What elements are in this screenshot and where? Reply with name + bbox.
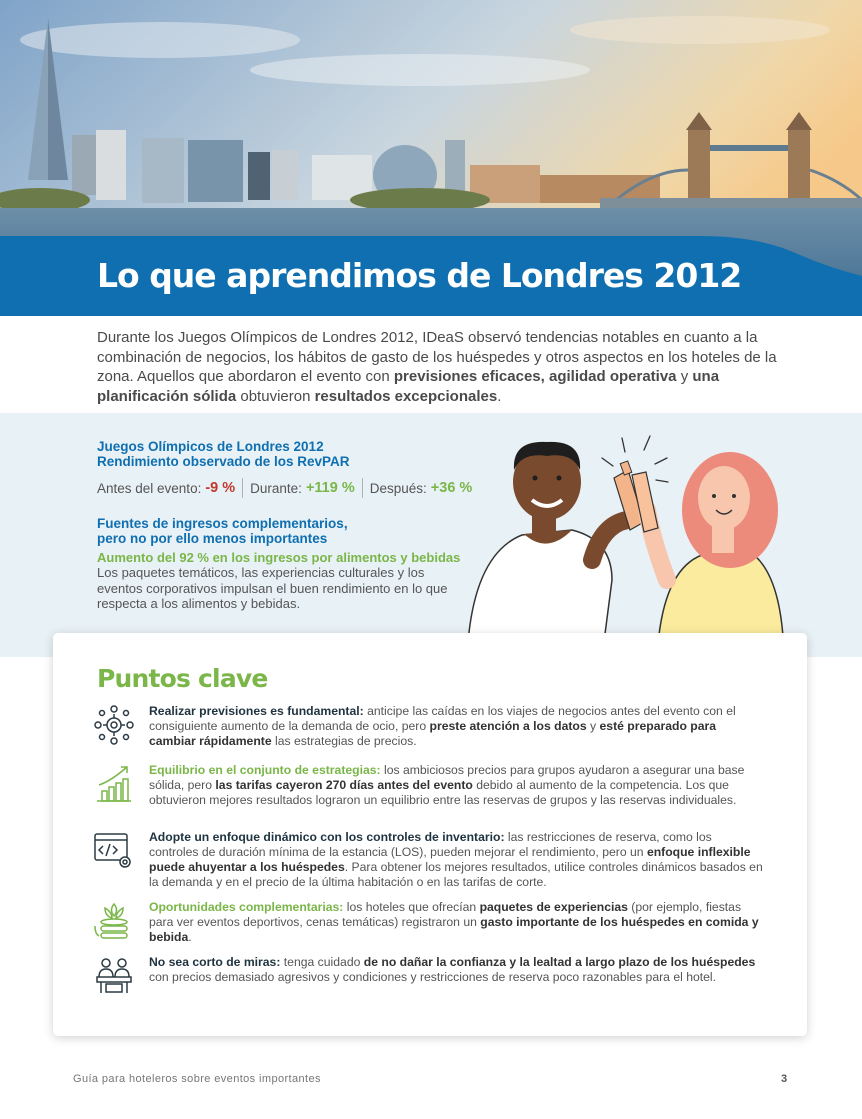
reception-desk-icon bbox=[93, 955, 135, 997]
intro-paragraph: Durante los Juegos Olímpicos de Londres 2012, IDeaS observó tendencias notables en cuanto a la combinación de negocios, los hábitos de gasto de los huéspedes y otros aspectos en los hoteles de la zona. Aquellos que abordaron el evento con previsiones eficaces, agilidad operativa y una planificación sólida obtuvieron resultados excepcionales. bbox=[97, 329, 777, 405]
key-points-title: Puntos clave bbox=[97, 664, 268, 693]
growth-chart-icon bbox=[93, 763, 135, 805]
page-title: Lo que aprendimos de Londres 2012 bbox=[97, 256, 742, 295]
key-point-text: Adopte un enfoque dinámico con los controles de inventario: las restricciones de reserva, como los controles de duración mínima de la estancia (LOS), pueden mejorar el rendimiento, pero un enfoque inflexible puede ahuyentar a los huéspedes. Para obtener los mejores resultados, utilice controles dinámicos basados en la demanda y en el precio de la última habitación o en las tarifas de corte. bbox=[149, 830, 763, 889]
key-point-text: Equilibrio en el conjunto de estrategias: los ambiciosos precios para grupos ayudaron a asegurar una base sólida, pero las tarifas cayeron 270 días antes del evento debido al aumento de la competencia. Los que obtuvieron mejores resultados lograron un equilibrio entre las reservas de grupos y las reservas individuales. bbox=[149, 763, 745, 807]
divider bbox=[242, 478, 243, 498]
intro-highlight-forecasts: previsiones eficaces, agilidad operativa bbox=[393, 368, 677, 386]
key-point-text: Realizar previsiones es fundamental: anticipe las caídas en los viajes de negocios antes del evento con el consiguiente aumento de la demanda de ocio, pero preste atención a los datos y esté preparado para cambiar rápidamente las estrategias de precios. bbox=[149, 704, 736, 748]
key-point-text: Oportunidades complementarias: los hoteles que ofrecían paquetes de experiencias (por ejemplo, fiestas para ver eventos deportivos, cenas temáticas) registraron un gasto importante de los huéspedes en comida y bebida. bbox=[149, 900, 759, 944]
page-number: 3 bbox=[781, 1073, 788, 1085]
before-label: Antes del evento: bbox=[97, 480, 202, 496]
hero-banner bbox=[0, 0, 862, 316]
code-settings-icon bbox=[93, 830, 135, 872]
footer-guide-title: Guía para hoteleros sobre eventos importantes bbox=[73, 1073, 321, 1085]
revenue-text: Los paquetes temáticos, las experiencias culturales y los eventos corporativos impulsan el buen rendimiento en lo que respecta a los alimentos y bebidas. bbox=[97, 565, 448, 611]
during-label: Durante: bbox=[250, 480, 302, 496]
revpar-heading: Juegos Olímpicos de Londres 2012 Rendimiento observado de los RevPAR bbox=[97, 439, 350, 469]
revenue-subheading: Aumento del 92 % en los ingresos por alimentos y bebidas bbox=[97, 550, 461, 565]
intro-highlight-results: resultados excepcionales bbox=[314, 387, 498, 405]
gear-network-icon bbox=[93, 704, 135, 746]
revpar-stats-row bbox=[97, 478, 472, 498]
revenue-heading: Fuentes de ingresos complementarios, pero no por ello menos importantes bbox=[97, 516, 348, 546]
after-value: +36 % bbox=[430, 480, 473, 496]
after-label: Después: bbox=[369, 480, 427, 496]
before-value: -9 % bbox=[205, 480, 236, 496]
intro-highlight-planning: una planificación sólida bbox=[97, 368, 720, 405]
key-point-text: No sea corto de miras: tenga cuidado de no dañar la confianza y la lealtad a largo plazo de los huéspedes con precios demasiado agresivos y condiciones y restricciones de reserva poco razonables para el hotel. bbox=[149, 955, 756, 984]
spa-food-icon bbox=[93, 900, 135, 942]
during-value: +119 % bbox=[305, 480, 355, 496]
divider bbox=[362, 478, 363, 498]
toasting-people-illustration bbox=[462, 430, 792, 657]
